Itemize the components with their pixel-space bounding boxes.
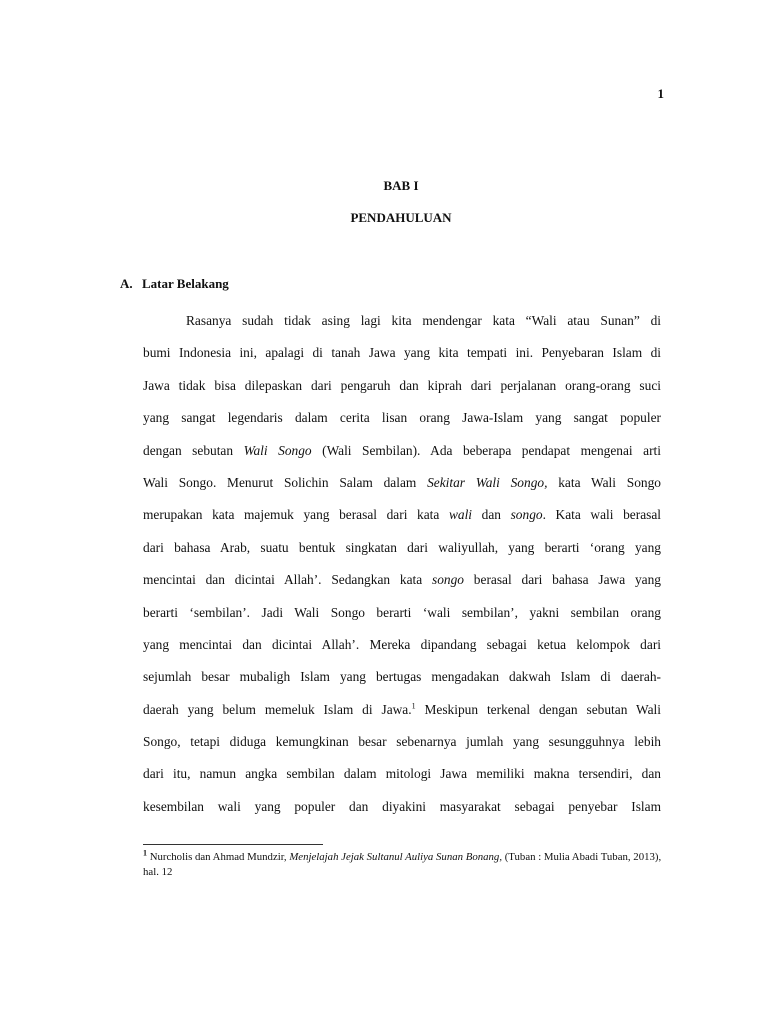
body-line: Jawa tidak bisa dilepaskan dari pengaruh dan kiprah dari perjalanan orang-orang suci	[143, 377, 661, 393]
body-line: yang sangat legendaris dalam cerita lisan orang Jawa-Islam yang sangat populer	[143, 410, 661, 426]
section-heading	[120, 276, 229, 292]
italic-term: songo	[432, 572, 464, 588]
italic-term: songo	[510, 507, 543, 523]
italic-book-title: Sekitar Wali Songo,	[427, 474, 548, 490]
body-line: dengan sebutan Wali Songo (Wali Sembilan). Ada beberapa pendapat mengenai arti	[143, 442, 661, 458]
body-paragraph	[143, 305, 661, 823]
footnote-author: Nurcholis dan Ahmad Mundzir,	[149, 851, 290, 863]
footnote-reference[interactable]: 1	[411, 701, 416, 711]
body-line: merupakan kata majemuk yang berasal dari kata wali dan songo. Kata wali berasal	[143, 507, 661, 523]
footnote-publisher: (Tuban : Mulia Abadi Tuban, 2013), hal. 12	[143, 851, 662, 878]
footnote	[143, 850, 663, 880]
body-line: mencintai dan dicintai Allah’. Sedangkan kata songo berasal dari bahasa Jawa yang	[143, 572, 661, 588]
body-line: Songo, tetapi diduga kemungkinan besar sebenarnya jumlah yang sesungguhnya lebih	[143, 734, 661, 750]
footnote-book-title: Menjelajah Jejak Sultanul Auliya Sunan Bonang,	[289, 851, 503, 863]
body-line: bumi Indonesia ini, apalagi di tanah Jawa yang kita tempati ini. Penyebaran Islam di	[143, 345, 661, 361]
body-line: dari itu, namun angka sembilan dalam mitologi Jawa memiliki makna tersendiri, dan	[143, 766, 661, 782]
body-line: daerah yang belum memeluk Islam di Jawa.$^1$ Meskipun terkenal dengan sebutan Wali	[143, 701, 661, 717]
italic-term: wali	[448, 507, 473, 523]
body-line: Rasanya sudah tidak asing lagi kita mendengar kata “Wali atau Sunan” di	[186, 313, 661, 328]
body-line: dari bahasa Arab, suatu bentuk singkatan dari waliyullah, yang berarti ‘orang yang	[143, 539, 661, 555]
body-line: kesembilan wali yang populer dan diyakini masyarakat sebagai penyebar Islam	[143, 798, 661, 814]
section-letter: A.	[120, 276, 133, 291]
body-line: sejumlah besar mubaligh Islam yang bertugas mengadakan dakwah Islam di daerah-	[143, 669, 661, 685]
body-line: yang mencintai dan dicintai Allah’. Mereka dipandang sebagai ketua kelompok dari	[143, 636, 661, 652]
body-line: Wali Songo. Menurut Solichin Salam dalam Sekitar Wali Songo, kata Wali Songo	[143, 474, 661, 490]
section-title: Latar Belakang	[142, 276, 229, 291]
chapter-number: BAB I	[383, 178, 419, 193]
footnote-divider	[143, 844, 323, 845]
body-line: berarti ‘sembilan’. Jadi Wali Songo berarti ‘wali sembilan’, yakni sembilan orang	[143, 604, 661, 620]
footnote-marker: 1	[143, 848, 147, 858]
page-number: 1	[657, 86, 664, 101]
chapter-title: PENDAHULUAN	[350, 210, 452, 225]
italic-term: Wali Songo	[243, 442, 312, 458]
